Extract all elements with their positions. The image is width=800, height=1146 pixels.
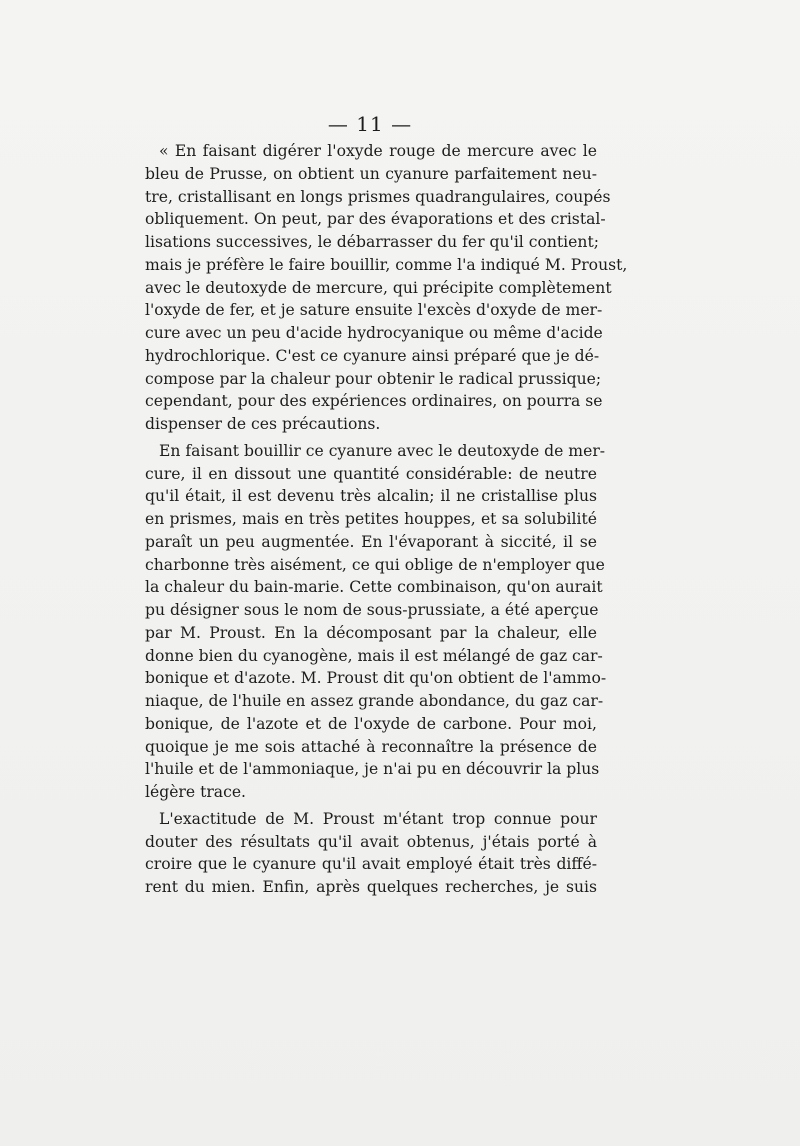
- text-line: croire que le cyanure qu'il avait employé était très diffé-: [145, 855, 597, 874]
- text-line: l'huile et de l'ammoniaque, je n'ai pu en découvrir la plus: [145, 760, 600, 779]
- text-line: la chaleur du bain-marie. Cette combinaison, qu'on aurait: [145, 578, 603, 597]
- text-line: lisations successives, le débarrasser du fer qu'il contient;: [145, 233, 599, 251]
- text-line: paraît un peu augmentée. En l'évaporant à siccité, il se: [145, 532, 597, 551]
- text-line: compose par la chaleur pour obtenir le radical prussique;: [145, 369, 602, 388]
- text-line: hydrochlorique. C'est ce cyanure ainsi préparé que je dé-: [145, 346, 600, 365]
- text-line: qu'il était, il est devenu très alcalin; il ne cristallise plus: [145, 487, 597, 506]
- text-line: bonique et d'azote. M. Proust dit qu'on obtient de l'ammo-: [145, 669, 607, 688]
- text-line: mais je préfère le faire bouillir, comme l'a indiqué M. Proust,: [145, 255, 628, 274]
- paragraph-1: [145, 140, 628, 436]
- text-line: niaque, de l'huile en assez grande abondance, du gaz car-: [145, 692, 604, 710]
- text-line: par M. Proust. En la décomposant par la chaleur, elle: [145, 623, 597, 642]
- paragraph-2: [145, 440, 607, 804]
- text-line: donne bien du cyanogène, mais il est mélangé de gaz car-: [145, 646, 603, 665]
- text-line: rent du mien. Enfin, après quelques recherches, je suis: [145, 878, 597, 896]
- text-line: cure, il en dissout une quantité considérable: de neutre: [145, 464, 597, 483]
- paragraph-3: [145, 808, 597, 899]
- text-line: En faisant bouillir ce cyanure avec le deutoxyde de mer-: [159, 441, 606, 460]
- page-number: — 11 —: [327, 112, 413, 136]
- text-line: L'exactitude de M. Proust m'étant trop connue pour: [159, 809, 597, 828]
- text-line: l'oxyde de fer, et je sature ensuite l'excès d'oxyde de mer-: [145, 301, 603, 320]
- text-line: cependant, pour des expériences ordinaires, on pourra se: [145, 392, 603, 411]
- text-line: pu désigner sous le nom de sous-prussiate, a été aperçue: [145, 601, 599, 619]
- text-line: légère trace.: [145, 783, 247, 801]
- text-line: dispenser de ces précautions.: [145, 415, 381, 433]
- text-line: « En faisant digérer l'oxyde rouge de mercure avec le: [159, 142, 597, 160]
- text-line: charbonne très aisément, ce qui oblige de n'employer que: [145, 555, 605, 574]
- text-line: en prismes, mais en très petites houppes, et sa solubilité: [145, 510, 597, 528]
- text-line: douter des résultats qu'il avait obtenus, j'étais porté à: [145, 832, 597, 851]
- body-text: [145, 140, 628, 899]
- text-line: bleu de Prusse, on obtient un cyanure parfaitement neu-: [145, 164, 597, 183]
- text-line: bonique, de l'azote et de l'oxyde de carbone. Pour moi,: [145, 714, 597, 733]
- text-line: quoique je me sois attaché à reconnaître la présence de: [145, 737, 597, 756]
- text-line: cure avec un peu d'acide hydrocyanique ou même d'acide: [145, 324, 603, 342]
- text-line: avec le deutoxyde de mercure, qui précipite complètement: [145, 278, 612, 297]
- text-line: tre, cristallisant en longs prismes quadrangulaires, coupés: [145, 187, 611, 206]
- text-line: obliquement. On peut, par des évaporations et des cristal-: [145, 210, 606, 229]
